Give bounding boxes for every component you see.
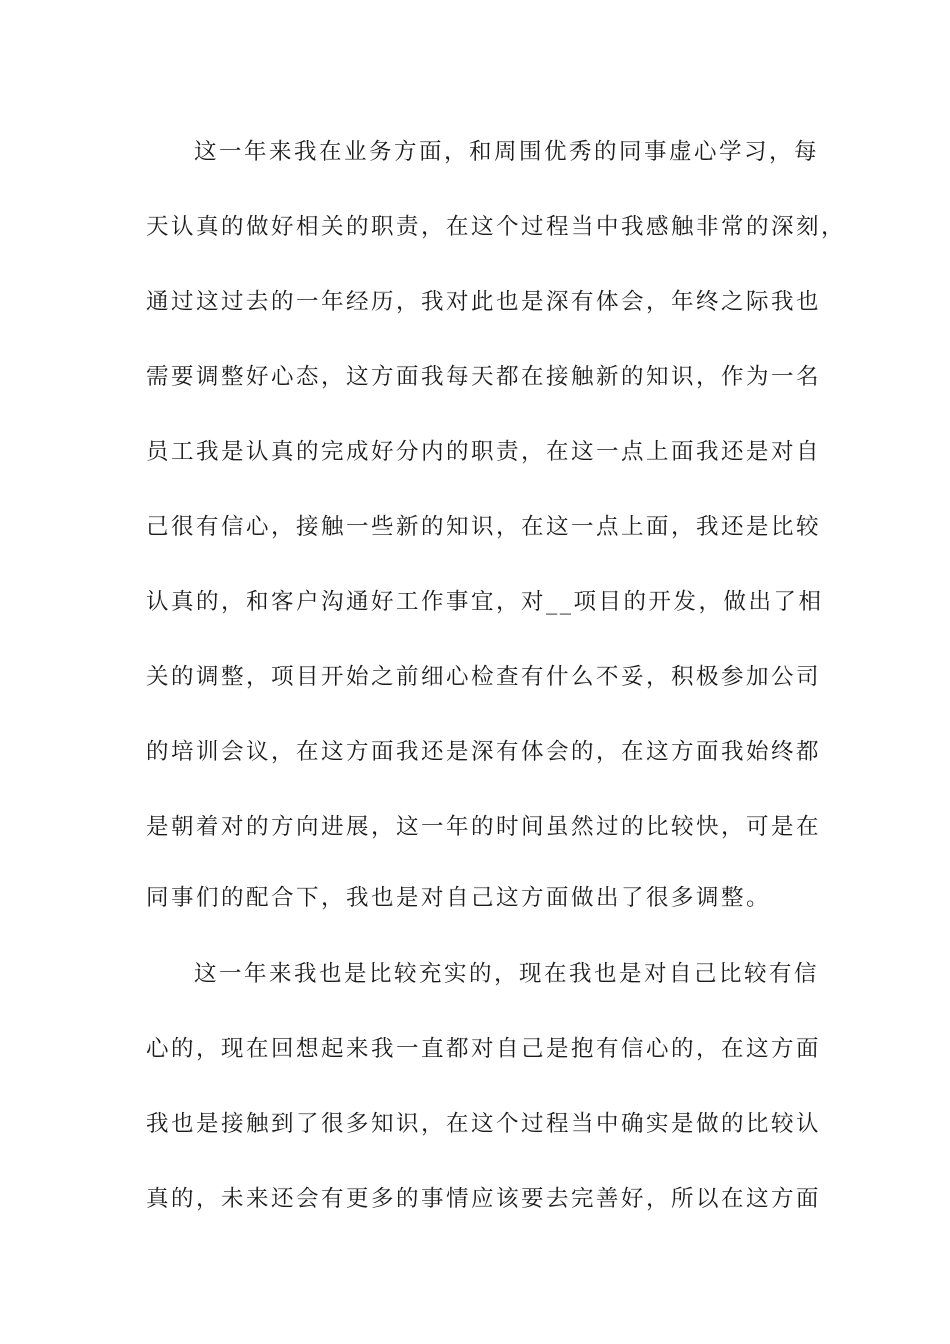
paragraph-1-line-3: 通过这过去的一年经历，我对此也是深有体会，年终之际我也 — [146, 289, 822, 315]
paragraph-1-line-2: 天认真的做好相关的职责，在这个过程当中我感触非常的深刻， — [146, 214, 847, 240]
paragraph-2-line-3: 我也是接触到了很多知识，在这个过程当中确实是做的比较认 — [146, 1111, 822, 1137]
paragraph-1-line-7: 认真的，和客户沟通好工作事宜，对__项目的开发，做出了相 — [146, 589, 824, 615]
paragraph-1-line-1: 这一年来我在业务方面，和周围优秀的同事虚心学习，每 — [194, 139, 820, 165]
paragraph-1-line-9: 的培训会议，在这方面我还是深有体会的，在这方面我始终都 — [146, 739, 822, 765]
paragraph-2-line-4: 真的，未来还会有更多的事情应该要去完善好，所以在这方面 — [146, 1186, 822, 1212]
paragraph-1-line-8: 关的调整，项目开始之前细心检查有什么不妥，积极参加公司 — [146, 664, 822, 690]
paragraph-1-line-6: 己很有信心，接触一些新的知识，在这一点上面，我还是比较 — [146, 514, 822, 540]
paragraph-2-line-1: 这一年来我也是比较充实的，现在我也是对自己比较有信 — [194, 961, 820, 987]
paragraph-2-line-2: 心的，现在回想起来我一直都对自己是抱有信心的，在这方面 — [146, 1036, 822, 1062]
paragraph-1-line-4: 需要调整好心态，这方面我每天都在接触新的知识，作为一名 — [146, 364, 822, 390]
paragraph-1-line-10: 是朝着对的方向进展，这一年的时间虽然过的比较快，可是在 — [146, 814, 822, 840]
paragraph-1-line-5: 员工我是认真的完成好分内的职责，在这一点上面我还是对自 — [146, 439, 822, 465]
paragraph-1-line-11: 同事们的配合下，我也是对自己这方面做出了很多调整。 — [146, 885, 772, 911]
